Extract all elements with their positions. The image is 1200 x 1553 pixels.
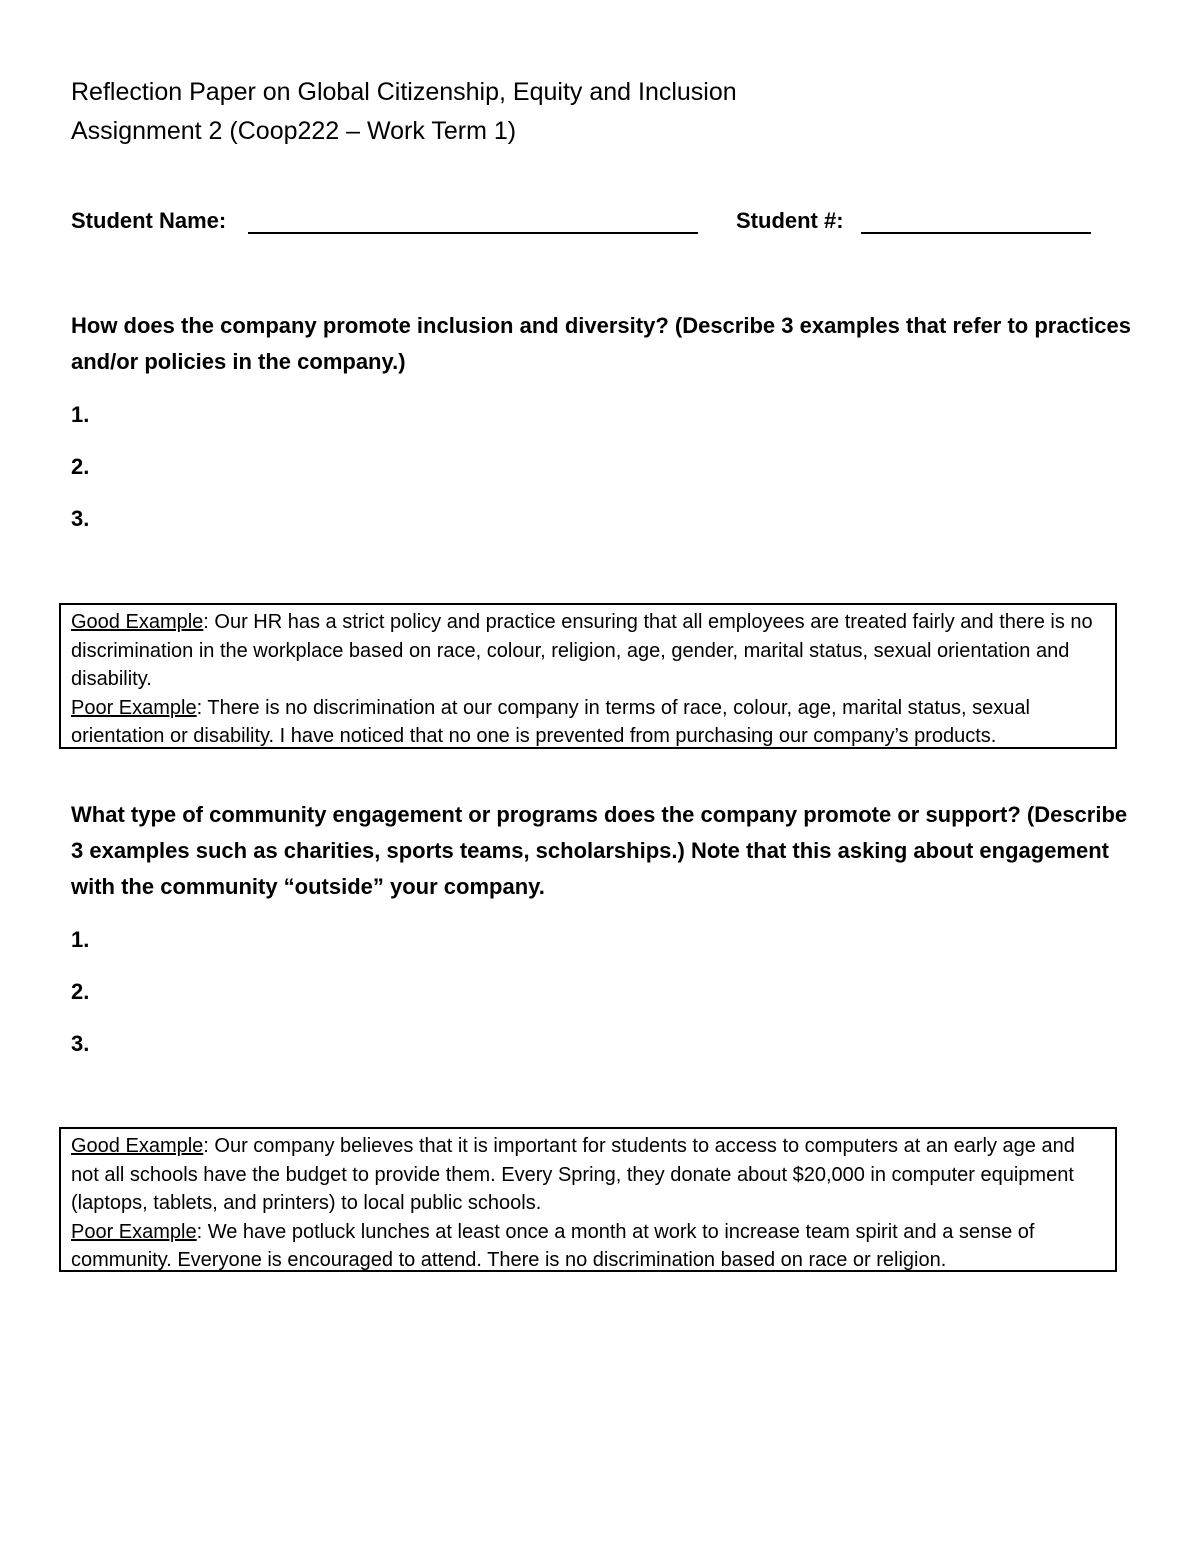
student-name-label: Student Name: bbox=[71, 208, 227, 233]
poor-example bbox=[71, 694, 1105, 751]
answer-item: 3. bbox=[71, 506, 90, 531]
poor-example-label: Poor Example bbox=[71, 696, 197, 719]
good-example-label: Good Example bbox=[71, 611, 204, 633]
good-example-label: Good Example bbox=[71, 1135, 204, 1157]
question-inclusion-diversity: How does the company promote inclusion and diversity? (Describe 3 examples that refer to practices and/or policies in the company.) bbox=[71, 313, 1131, 374]
student-number-label: Student #: bbox=[736, 208, 844, 233]
good-example bbox=[71, 1132, 1105, 1218]
poor-example-label: Poor Example bbox=[71, 1220, 197, 1243]
answer-item: 3. bbox=[71, 1031, 90, 1056]
document-title: Reflection Paper on Global Citizenship, Equity and Inclusion bbox=[71, 78, 737, 106]
assignment-subtitle: Assignment 2 (Coop222 – Work Term 1) bbox=[71, 117, 517, 145]
good-example-text: : Our HR has a strict policy and practice ensuring that all employees are treated fairly and there is no discrimination in the workplace based on race, colour, religion, age, gender, marital status, sexual orientation and disability. bbox=[71, 611, 1093, 691]
answer-item: 1. bbox=[71, 927, 90, 952]
good-example bbox=[71, 608, 1105, 694]
example-box-community bbox=[59, 1127, 1117, 1272]
example-box-inclusion bbox=[59, 603, 1117, 749]
good-example-text: : Our company believes that it is important for students to access to computers at an early age and not all schools have the budget to provide them. Every Spring, they donate about $20,000 in computer equipment (laptops, tablets, and printers) to local public schools. bbox=[71, 1135, 1075, 1215]
answer-item: 2. bbox=[71, 979, 90, 1004]
answer-item: 1. bbox=[71, 402, 90, 427]
poor-example-text: : We have potluck lunches at least once a month at work to increase team spirit and a sense of community. Everyone is encouraged to attend. There is no discrimination based on race or religion. bbox=[71, 1220, 1035, 1272]
question-community-engagement: What type of community engagement or programs does the company promote or support? (Describe 3 examples such as charities, sports teams, scholarships.) Note that this asking about engagement with the community “outside” your company. bbox=[71, 802, 1128, 899]
student-name-field[interactable] bbox=[248, 232, 698, 234]
poor-example bbox=[71, 1218, 1105, 1275]
student-number-field[interactable] bbox=[861, 232, 1091, 234]
poor-example-text: : There is no discrimination at our company in terms of race, colour, age, marital status, sexual orientation or disability. I have noticed that no one is prevented from purchasing our company’s products. bbox=[71, 696, 1030, 748]
answer-item: 2. bbox=[71, 454, 90, 479]
